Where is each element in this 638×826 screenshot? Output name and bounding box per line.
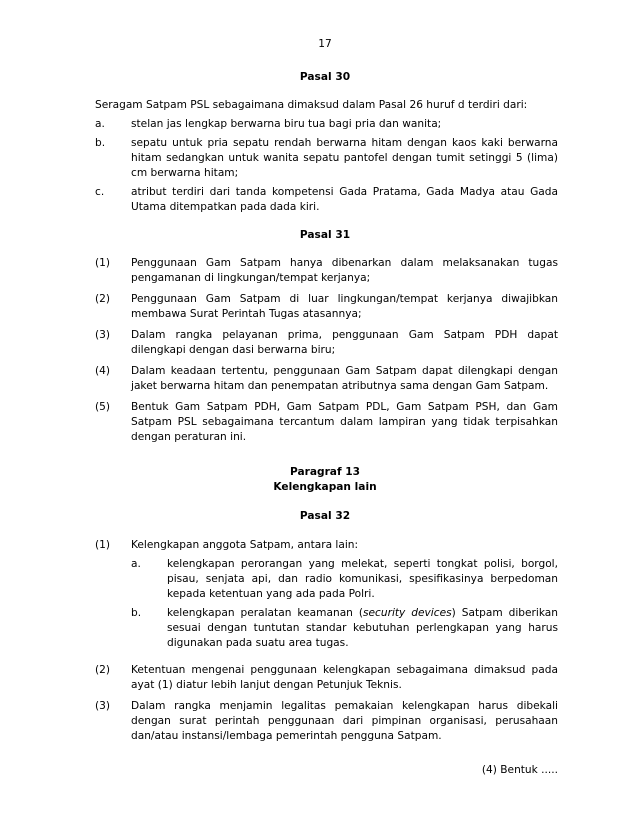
list-item <box>95 538 558 553</box>
item-label: (3) <box>95 329 111 341</box>
pasal-30-title: Pasal 30 <box>299 71 351 83</box>
list-item <box>95 185 558 215</box>
item-text: Penggunaan Gam Satpam di luar lingkungan/tempat kerjanya diwajibkan membawa Surat Perintah Tugas atasannya; <box>131 293 558 320</box>
item-text: Ketentuan mengenai penggunaan kelengkapan sebagaimana dimaksud pada ayat (1) diatur lebih lanjut dengan Petunjuk Teknis. <box>131 664 558 691</box>
item-label: (2) <box>95 293 111 305</box>
item-text: Penggunaan Gam Satpam hanya dibenarkan dalam melaksanakan tugas pengamanan di lingkungan/tempat kerjanya; <box>131 257 558 284</box>
item-label: (4) <box>95 365 111 377</box>
item-label: (1) <box>95 539 111 551</box>
pasal-32-title: Pasal 32 <box>299 510 351 522</box>
pasal-30-intro: Seragam Satpam PSL sebagaimana dimaksud dalam Pasal 26 huruf d terdiri dari: <box>95 99 528 111</box>
item-label: b. <box>95 137 106 149</box>
subitem-text <box>167 606 558 651</box>
subitem-label: b. <box>131 607 142 619</box>
list-item <box>95 117 558 132</box>
list-item <box>95 400 558 445</box>
subitem-label: a. <box>131 558 141 570</box>
item-text: Kelengkapan anggota Satpam, antara lain: <box>131 539 359 551</box>
item-text: Dalam rangka pelayanan prima, penggunaan Gam Satpam PDH dapat dilengkapi dengan dasi berwarna biru; <box>131 329 558 356</box>
item-text: Dalam rangka menjamin legalitas pemakaian kelengkapan harus dibekali dengan surat perintah penggunaan dari pimpinan organisasi, perusahaan dan/atau instansi/lembaga pemerintah pengguna Satpam. <box>131 700 558 742</box>
subitem-text-part: kelengkapan peralatan keamanan ( <box>167 607 364 619</box>
item-text: sepatu untuk pria sepatu rendah berwarna hitam dengan kaos kaki berwarna hitam sedangkan untuk wanita sepatu pantofel dengan tumit setinggi 5 (lima) cm berwarna hitam; <box>131 137 558 179</box>
item-label: (1) <box>95 257 111 269</box>
page-number: 17 <box>318 38 332 50</box>
list-item <box>95 364 558 394</box>
list-item <box>95 292 558 322</box>
subitem-text-part: ) Satpam diberikan sesuai dengan tuntutan standar kebutuhan perlengkapan yang harus digunakan pada suatu area tugas. <box>167 607 558 649</box>
paragraf-13-title: Paragraf 13 <box>290 466 360 478</box>
item-label: (5) <box>95 401 111 413</box>
item-text: atribut terdiri dari tanda kompetensi Gada Pratama, Gada Madya atau Gada Utama ditempatkan pada dada kiri. <box>131 186 558 213</box>
item-text: Bentuk Gam Satpam PDH, Gam Satpam PDL, Gam Satpam PSH, dan Gam Satpam PSL sebagaimana tercantum dalam lampiran yang tidak terpisahkan dengan peraturan ini. <box>131 401 558 443</box>
list-item <box>95 699 558 744</box>
subitem-text-italic: security devices <box>363 607 452 619</box>
item-text: Dalam keadaan tertentu, penggunaan Gam Satpam dapat dilengkapi dengan jaket berwarna hitam dan penempatan atributnya sama dengan Gam Satpam. <box>131 365 558 392</box>
item-label: c. <box>95 186 105 198</box>
paragraf-13-subtitle: Kelengkapan lain <box>273 481 377 493</box>
list-subitem <box>131 606 558 651</box>
pasal-30-body <box>95 98 558 215</box>
list-subitem <box>131 557 558 602</box>
page-footer-continuation: (4) Bentuk ..... <box>481 764 558 776</box>
subitem-text: kelengkapan perorangan yang melekat, seperti tongkat polisi, borgol, pisau, senjata api, dan radio komunikasi, spesifikasinya berpedoman kepada ketentuan yang ada pada Polri. <box>167 558 558 600</box>
pasal-31-title: Pasal 31 <box>299 229 351 241</box>
list-item <box>95 256 558 286</box>
item-label: a. <box>95 118 105 130</box>
list-item <box>95 136 558 181</box>
item-label: (3) <box>95 700 111 712</box>
pasal-31-body <box>95 256 558 445</box>
pasal-32-body <box>95 538 558 744</box>
item-label: (2) <box>95 664 111 676</box>
list-item <box>95 328 558 358</box>
list-item <box>95 663 558 693</box>
item-text: stelan jas lengkap berwarna biru tua bagi pria dan wanita; <box>131 118 442 130</box>
